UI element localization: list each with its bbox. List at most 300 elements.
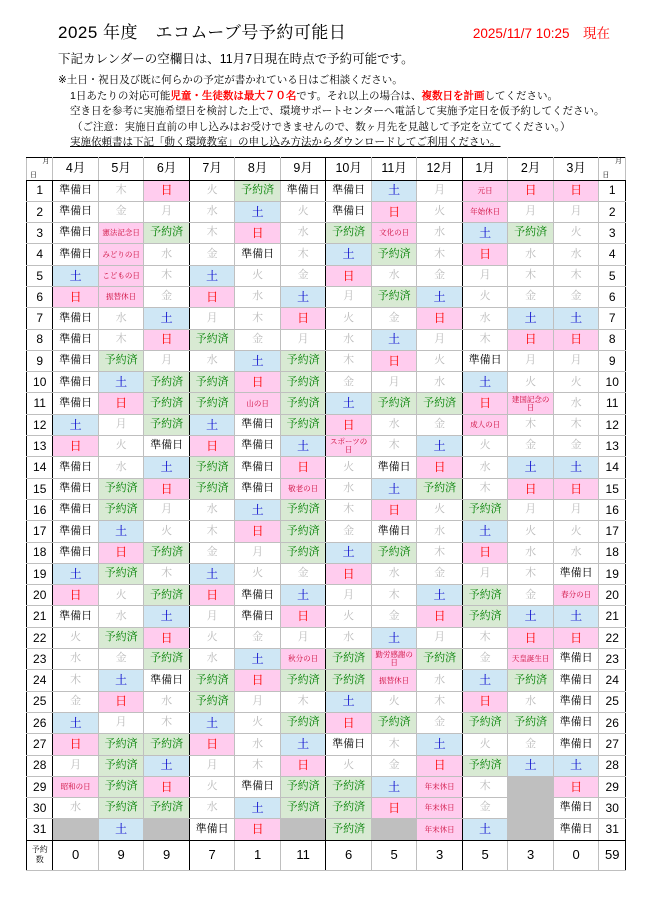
calendar-cell[interactable]: 準備日 [553,670,599,691]
calendar-cell[interactable]: 文化の日 [371,223,417,244]
calendar-cell[interactable]: 予約済 [280,393,326,414]
calendar-cell[interactable]: 予約済 [144,734,190,755]
calendar-cell[interactable]: 準備日 [553,563,599,584]
calendar-cell[interactable]: 土 [417,585,463,606]
calendar-cell[interactable]: 準備日 [553,734,599,755]
calendar-cell[interactable]: 土 [98,819,144,840]
calendar-cell[interactable]: 予約済 [144,372,190,393]
calendar-cell[interactable]: 予約済 [326,649,372,670]
calendar-cell[interactable]: 月 [462,265,508,286]
calendar-cell[interactable]: 水 [98,308,144,329]
calendar-cell[interactable]: 火 [235,265,281,286]
calendar-cell[interactable]: 日 [144,180,190,201]
calendar-cell[interactable]: 水 [189,499,235,520]
calendar-cell[interactable]: 火 [553,372,599,393]
calendar-cell[interactable]: 金 [462,649,508,670]
calendar-cell[interactable]: 準備日 [53,521,99,542]
calendar-cell[interactable]: 土 [326,542,372,563]
calendar-cell[interactable]: 火 [235,563,281,584]
calendar-cell[interactable]: 月 [98,414,144,435]
calendar-cell[interactable]: 木 [553,265,599,286]
calendar-cell[interactable]: 土 [98,521,144,542]
calendar-cell[interactable]: みどりの日 [98,244,144,265]
calendar-cell[interactable]: 日 [417,606,463,627]
calendar-cell[interactable]: 準備日 [53,372,99,393]
calendar-cell[interactable]: 土 [235,798,281,819]
calendar-cell[interactable]: 金 [189,244,235,265]
calendar-cell[interactable]: 木 [235,308,281,329]
calendar-cell[interactable]: 土 [371,776,417,797]
calendar-cell[interactable]: 予約済 [144,649,190,670]
calendar-cell[interactable]: 月 [371,372,417,393]
calendar-cell[interactable]: 火 [189,180,235,201]
calendar-cell[interactable]: 日 [462,542,508,563]
calendar-cell[interactable]: 準備日 [53,308,99,329]
calendar-cell[interactable]: 予約済 [189,457,235,478]
calendar-cell[interactable]: 元日 [462,180,508,201]
calendar-cell[interactable]: 木 [553,414,599,435]
calendar-cell[interactable]: 水 [144,244,190,265]
calendar-cell[interactable]: 土 [508,606,554,627]
calendar-cell[interactable]: 予約済 [189,393,235,414]
calendar-cell[interactable]: 木 [235,755,281,776]
calendar-cell[interactable]: 憲法記念日 [98,223,144,244]
calendar-cell[interactable]: 予約済 [280,414,326,435]
calendar-cell[interactable]: 予約済 [144,585,190,606]
calendar-cell[interactable]: 年末休日 [417,819,463,840]
calendar-cell[interactable]: 日 [417,755,463,776]
calendar-cell[interactable]: 月 [280,329,326,350]
calendar-cell[interactable]: 木 [326,499,372,520]
calendar-cell[interactable]: 日 [235,223,281,244]
calendar-cell[interactable]: 準備日 [326,180,372,201]
calendar-cell[interactable]: 予約済 [144,414,190,435]
calendar-cell[interactable]: 木 [508,414,554,435]
calendar-cell[interactable]: 準備日 [235,776,281,797]
calendar-cell[interactable]: 土 [235,499,281,520]
calendar-cell[interactable]: 土 [189,712,235,733]
calendar-cell[interactable]: 金 [326,521,372,542]
calendar-cell[interactable]: 火 [98,585,144,606]
calendar-cell[interactable]: 木 [462,329,508,350]
calendar-cell[interactable]: 金 [98,201,144,222]
calendar-cell[interactable]: 日 [235,819,281,840]
calendar-cell[interactable]: 土 [371,478,417,499]
calendar-cell[interactable]: 金 [417,414,463,435]
calendar-cell[interactable]: 金 [417,265,463,286]
calendar-cell[interactable]: 月 [235,542,281,563]
calendar-cell[interactable]: 木 [98,329,144,350]
calendar-cell[interactable]: 金 [462,798,508,819]
calendar-cell[interactable]: 敬老の日 [280,478,326,499]
calendar-cell[interactable]: 金 [98,649,144,670]
calendar-cell[interactable]: 年末休日 [417,776,463,797]
calendar-cell[interactable]: 木 [326,350,372,371]
calendar-cell[interactable]: 予約済 [98,776,144,797]
calendar-cell[interactable]: 準備日 [326,734,372,755]
calendar-cell[interactable]: 木 [508,563,554,584]
calendar-cell[interactable]: 予約済 [371,286,417,307]
calendar-cell[interactable]: 火 [326,606,372,627]
calendar-cell[interactable]: 月 [53,755,99,776]
calendar-cell[interactable]: 金 [508,585,554,606]
calendar-cell[interactable]: 予約済 [326,670,372,691]
calendar-cell[interactable]: 水 [508,542,554,563]
calendar-cell[interactable]: 準備日 [53,180,99,201]
calendar-cell[interactable]: 木 [280,244,326,265]
calendar-cell[interactable]: 水 [189,201,235,222]
calendar-cell[interactable]: 予約済 [417,478,463,499]
calendar-cell[interactable]: 火 [462,734,508,755]
calendar-cell[interactable]: 準備日 [371,457,417,478]
calendar-cell[interactable]: 土 [462,819,508,840]
calendar-cell[interactable]: 予約済 [371,244,417,265]
calendar-cell[interactable]: 予約済 [508,712,554,733]
calendar-cell[interactable]: 準備日 [553,691,599,712]
calendar-cell[interactable]: 日 [53,436,99,457]
calendar-cell[interactable]: 予約済 [98,499,144,520]
calendar-cell[interactable]: 火 [508,372,554,393]
calendar-cell[interactable]: 日 [98,691,144,712]
calendar-cell[interactable]: 日 [371,350,417,371]
calendar-cell[interactable]: 予約済 [280,776,326,797]
calendar-cell[interactable]: 土 [53,414,99,435]
calendar-cell[interactable]: 土 [326,691,372,712]
calendar-cell[interactable]: 金 [53,691,99,712]
calendar-cell[interactable]: 日 [235,521,281,542]
calendar-cell[interactable]: 日 [144,478,190,499]
calendar-cell[interactable]: 火 [553,521,599,542]
calendar-cell[interactable]: 月 [144,499,190,520]
calendar-cell[interactable]: 金 [144,286,190,307]
calendar-cell[interactable]: 月 [417,329,463,350]
calendar-cell[interactable]: 日 [280,606,326,627]
calendar-cell[interactable]: 月 [189,755,235,776]
calendar-cell[interactable]: 予約済 [280,521,326,542]
calendar-cell[interactable]: 日 [53,585,99,606]
calendar-cell[interactable]: 秋分の日 [280,649,326,670]
calendar-cell[interactable]: 水 [189,649,235,670]
calendar-cell[interactable]: 土 [53,712,99,733]
calendar-cell[interactable]: 土 [462,372,508,393]
calendar-cell[interactable]: 火 [235,712,281,733]
calendar-cell[interactable]: 予約済 [326,798,372,819]
calendar-cell[interactable]: 月 [280,627,326,648]
calendar-cell[interactable]: 予約済 [98,798,144,819]
calendar-cell[interactable]: 土 [144,755,190,776]
calendar-cell[interactable]: 金 [553,286,599,307]
calendar-cell[interactable]: 木 [417,542,463,563]
calendar-cell[interactable]: 日 [280,308,326,329]
calendar-cell[interactable]: 準備日 [53,457,99,478]
calendar-cell[interactable]: 準備日 [326,201,372,222]
calendar-cell[interactable]: 準備日 [553,798,599,819]
calendar-cell[interactable]: 予約済 [189,372,235,393]
calendar-cell[interactable]: 水 [326,627,372,648]
calendar-cell[interactable]: 準備日 [235,244,281,265]
calendar-cell[interactable]: 勤労感謝の日 [371,649,417,670]
calendar-cell[interactable]: 火 [417,350,463,371]
calendar-cell[interactable]: 月 [189,606,235,627]
calendar-cell[interactable]: 準備日 [144,670,190,691]
calendar-cell[interactable]: 月 [417,180,463,201]
calendar-cell[interactable]: 予約済 [144,223,190,244]
calendar-cell[interactable]: 金 [371,308,417,329]
calendar-cell[interactable]: 月 [553,201,599,222]
calendar-cell[interactable]: 木 [462,627,508,648]
calendar-cell[interactable]: 土 [280,286,326,307]
calendar-cell[interactable]: 準備日 [189,819,235,840]
calendar-cell[interactable]: 日 [326,563,372,584]
calendar-cell[interactable] [53,819,99,840]
calendar-cell[interactable]: 日 [553,180,599,201]
calendar-cell[interactable]: 準備日 [53,223,99,244]
calendar-cell[interactable]: 水 [371,414,417,435]
calendar-cell[interactable]: 予約済 [144,798,190,819]
calendar-cell[interactable]: 土 [508,308,554,329]
calendar-cell[interactable]: 日 [98,542,144,563]
calendar-cell[interactable]: 日 [326,265,372,286]
calendar-cell[interactable]: 土 [371,627,417,648]
calendar-cell[interactable]: 金 [235,627,281,648]
calendar-cell[interactable]: 土 [417,286,463,307]
calendar-cell[interactable]: 予約済 [280,350,326,371]
calendar-cell[interactable]: 月 [326,286,372,307]
calendar-cell[interactable]: 山の日 [235,393,281,414]
calendar-cell[interactable]: 予約済 [462,712,508,733]
calendar-cell[interactable]: 予約済 [144,542,190,563]
calendar-cell[interactable]: 火 [53,627,99,648]
calendar-cell[interactable] [508,819,554,840]
calendar-cell[interactable]: 日 [189,286,235,307]
calendar-cell[interactable]: 予約済 [462,755,508,776]
calendar-cell[interactable]: 木 [371,436,417,457]
calendar-cell[interactable]: 予約済 [417,649,463,670]
calendar-cell[interactable]: 日 [553,478,599,499]
calendar-cell[interactable]: 金 [371,606,417,627]
calendar-cell[interactable]: 日 [280,457,326,478]
calendar-cell[interactable]: 月 [98,712,144,733]
calendar-cell[interactable]: 木 [53,670,99,691]
calendar-cell[interactable]: 水 [326,478,372,499]
calendar-cell[interactable]: 土 [508,755,554,776]
calendar-cell[interactable]: 予約済 [189,691,235,712]
calendar-cell[interactable]: 日 [189,436,235,457]
calendar-cell[interactable]: 日 [280,755,326,776]
calendar-cell[interactable]: 火 [417,201,463,222]
calendar-cell[interactable]: 水 [280,223,326,244]
calendar-cell[interactable]: 日 [508,180,554,201]
calendar-cell[interactable]: 予約済 [326,776,372,797]
calendar-cell[interactable]: 年始休日 [462,201,508,222]
calendar-cell[interactable]: 予約済 [280,499,326,520]
calendar-cell[interactable]: 水 [553,244,599,265]
calendar-cell[interactable]: 日 [53,734,99,755]
calendar-cell[interactable]: 土 [144,606,190,627]
calendar-cell[interactable]: 土 [508,457,554,478]
calendar-cell[interactable]: 土 [417,436,463,457]
calendar-cell[interactable]: 木 [144,563,190,584]
calendar-cell[interactable]: 土 [280,585,326,606]
calendar-cell[interactable]: 土 [371,329,417,350]
calendar-cell[interactable]: 準備日 [371,521,417,542]
calendar-cell[interactable]: 土 [553,457,599,478]
calendar-cell[interactable]: 木 [144,712,190,733]
calendar-cell[interactable]: 予約済 [417,393,463,414]
calendar-cell[interactable] [280,819,326,840]
calendar-cell[interactable]: 日 [371,798,417,819]
calendar-cell[interactable]: 水 [98,606,144,627]
calendar-cell[interactable]: 準備日 [235,606,281,627]
calendar-cell[interactable]: 水 [235,286,281,307]
calendar-cell[interactable]: 月 [326,585,372,606]
calendar-cell[interactable]: 木 [189,521,235,542]
calendar-cell[interactable]: 予約済 [280,712,326,733]
calendar-cell[interactable]: 予約済 [98,478,144,499]
calendar-cell[interactable]: 日 [508,627,554,648]
calendar-cell[interactable]: 土 [235,649,281,670]
calendar-cell[interactable]: 金 [326,372,372,393]
calendar-cell[interactable]: 準備日 [53,201,99,222]
calendar-cell[interactable]: 木 [144,265,190,286]
calendar-cell[interactable]: 水 [53,649,99,670]
calendar-cell[interactable]: 春分の日 [553,585,599,606]
calendar-cell[interactable]: 準備日 [53,329,99,350]
calendar-cell[interactable]: 日 [462,244,508,265]
calendar-cell[interactable]: 土 [553,755,599,776]
calendar-cell[interactable]: 土 [144,457,190,478]
calendar-cell[interactable]: 日 [371,201,417,222]
calendar-cell[interactable]: 準備日 [53,478,99,499]
calendar-cell[interactable]: 火 [98,436,144,457]
calendar-cell[interactable]: 準備日 [53,350,99,371]
calendar-cell[interactable]: 火 [326,457,372,478]
calendar-cell[interactable]: 予約済 [508,223,554,244]
calendar-cell[interactable]: 予約済 [326,819,372,840]
calendar-cell[interactable] [508,776,554,797]
calendar-cell[interactable]: 月 [553,350,599,371]
calendar-cell[interactable] [371,819,417,840]
calendar-cell[interactable]: 日 [144,776,190,797]
calendar-cell[interactable]: 予約済 [98,734,144,755]
calendar-cell[interactable]: 月 [417,627,463,648]
calendar-cell[interactable]: 木 [462,478,508,499]
calendar-cell[interactable]: 火 [326,755,372,776]
calendar-cell[interactable]: 準備日 [235,436,281,457]
calendar-cell[interactable]: 金 [417,712,463,733]
calendar-cell[interactable]: 建国記念の日 [508,393,554,414]
calendar-cell[interactable]: 年末休日 [417,798,463,819]
calendar-cell[interactable]: こどもの日 [98,265,144,286]
calendar-cell[interactable]: 予約済 [280,542,326,563]
calendar-cell[interactable]: 火 [508,521,554,542]
calendar-cell[interactable]: 火 [189,627,235,648]
calendar-cell[interactable]: 月 [508,350,554,371]
calendar-cell[interactable]: 金 [189,542,235,563]
calendar-cell[interactable]: 木 [508,265,554,286]
calendar-cell[interactable]: 水 [462,308,508,329]
calendar-cell[interactable] [144,819,190,840]
calendar-cell[interactable]: 水 [508,691,554,712]
calendar-cell[interactable]: 土 [53,265,99,286]
calendar-cell[interactable]: 日 [189,734,235,755]
calendar-cell[interactable]: 火 [189,776,235,797]
calendar-cell[interactable]: 木 [462,776,508,797]
calendar-cell[interactable]: 日 [98,393,144,414]
calendar-cell[interactable]: 土 [235,201,281,222]
calendar-cell[interactable]: 土 [280,436,326,457]
calendar-cell[interactable]: 予約済 [98,350,144,371]
calendar-cell[interactable]: 金 [280,563,326,584]
calendar-cell[interactable]: 予約済 [462,585,508,606]
calendar-cell[interactable]: 準備日 [53,499,99,520]
calendar-cell[interactable]: 土 [417,734,463,755]
calendar-cell[interactable]: 火 [144,521,190,542]
calendar-cell[interactable]: 日 [508,478,554,499]
calendar-cell[interactable]: 天皇誕生日 [508,649,554,670]
calendar-cell[interactable]: 火 [553,223,599,244]
calendar-cell[interactable]: 日 [553,776,599,797]
calendar-cell[interactable]: 月 [508,201,554,222]
calendar-cell[interactable]: 火 [371,691,417,712]
calendar-cell[interactable]: 月 [462,563,508,584]
calendar-cell[interactable]: 準備日 [53,606,99,627]
calendar-cell[interactable]: 土 [53,563,99,584]
calendar-cell[interactable]: 日 [508,329,554,350]
calendar-cell[interactable]: 日 [371,499,417,520]
calendar-cell[interactable]: 火 [326,308,372,329]
calendar-cell[interactable]: 日 [417,308,463,329]
calendar-cell[interactable]: 土 [462,223,508,244]
calendar-cell[interactable]: 水 [189,350,235,371]
calendar-cell[interactable]: 日 [189,585,235,606]
calendar-cell[interactable]: 準備日 [553,649,599,670]
calendar-cell[interactable]: 水 [417,372,463,393]
calendar-cell[interactable]: 金 [508,286,554,307]
calendar-cell[interactable]: 予約済 [98,627,144,648]
calendar-cell[interactable]: 予約済 [371,393,417,414]
calendar-cell[interactable]: 日 [553,329,599,350]
calendar-cell[interactable]: 予約済 [189,670,235,691]
calendar-cell[interactable]: 日 [462,691,508,712]
calendar-cell[interactable] [508,798,554,819]
calendar-cell[interactable]: 土 [98,372,144,393]
calendar-cell[interactable]: 水 [553,542,599,563]
calendar-cell[interactable]: 水 [508,244,554,265]
calendar-cell[interactable]: 水 [371,265,417,286]
calendar-cell[interactable]: 準備日 [235,585,281,606]
calendar-cell[interactable]: 土 [326,393,372,414]
calendar-cell[interactable]: 水 [371,563,417,584]
calendar-cell[interactable]: 予約済 [371,712,417,733]
calendar-cell[interactable]: 土 [462,521,508,542]
calendar-cell[interactable]: 予約済 [462,606,508,627]
calendar-cell[interactable]: 予約済 [371,542,417,563]
calendar-cell[interactable]: 準備日 [553,712,599,733]
calendar-cell[interactable]: 木 [371,585,417,606]
calendar-cell[interactable]: 水 [417,521,463,542]
calendar-cell[interactable]: 予約済 [98,755,144,776]
calendar-cell[interactable]: 準備日 [53,244,99,265]
calendar-cell[interactable]: 予約済 [508,670,554,691]
calendar-cell[interactable]: 月 [235,691,281,712]
calendar-cell[interactable]: 日 [417,457,463,478]
calendar-cell[interactable]: 準備日 [235,414,281,435]
calendar-cell[interactable]: 準備日 [462,350,508,371]
calendar-cell[interactable]: 土 [235,350,281,371]
calendar-cell[interactable]: 予約済 [189,478,235,499]
calendar-cell[interactable]: 月 [553,499,599,520]
